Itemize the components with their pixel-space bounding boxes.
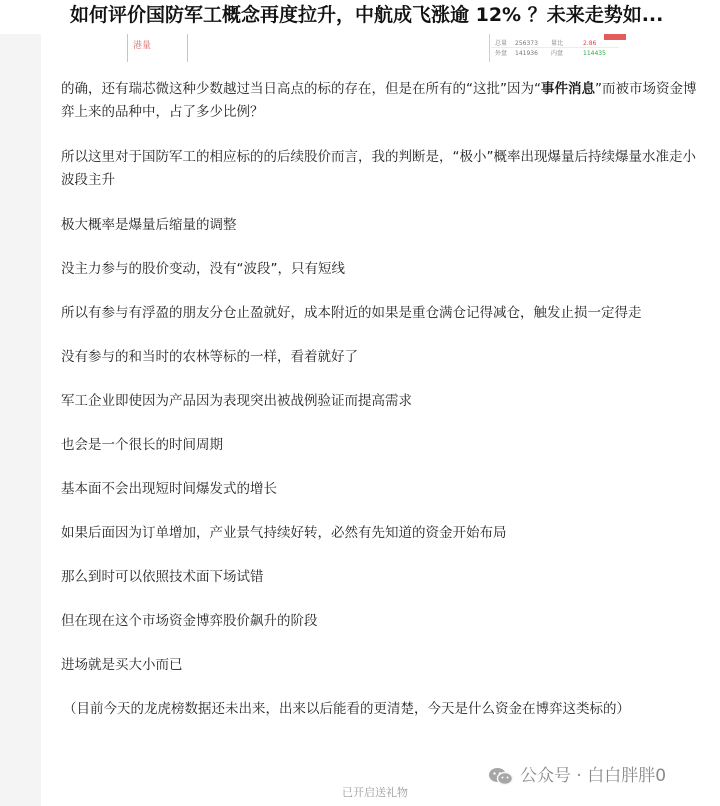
paragraph: 所以有参与有浮盈的朋友分仓止盈就好，成本附近的如果是重仓满仓记得减仓，触发止损一定得走 [61, 305, 642, 321]
quote-key: 总量 [495, 40, 508, 47]
paragraph: 的确，还有瑞芯微这种少数越过当日高点的标的存在，但是在所有的“这批”因为“事件消息”而被市场资金博弈上来的品种中，占了多少比例？ [61, 81, 697, 120]
brand-text: 公众号 · 白白胖胖0 [520, 766, 667, 786]
chart-volume-area [63, 34, 203, 62]
panel-divider [489, 34, 490, 62]
title-bar [0, 0, 720, 34]
paragraph: 如果后面因为订单增加，产业景气持续好转，必然有先知道的资金开始布局 [61, 525, 507, 541]
quote-key: 外盘 [495, 50, 508, 57]
paragraph: 基本面不会出现短时间爆发式的增长 [61, 481, 277, 497]
paragraph: 也会是一个很长的时间周期 [61, 437, 223, 453]
quote-key: 内盘 [551, 50, 564, 57]
question-title[interactable]: 如何评价国防军工概念再度拉升，中航成飞涨逾 12% ？未来走势如... [70, 4, 664, 26]
paragraph: 没主力参与的股价变动，没有“波段”，只有短线 [61, 261, 345, 277]
chart-red-marker [604, 34, 626, 40]
paragraph: 但在现在这个市场资金博弈股价飙升的阶段 [61, 613, 318, 629]
stock-chart-image [41, 34, 720, 62]
paragraph: 极大概率是爆量后缩量的调整 [61, 217, 237, 233]
chart-axis-line [127, 34, 128, 62]
paragraph: 那么到时可以依照技术面下场试错 [61, 569, 264, 585]
quote-panel [489, 34, 621, 62]
quote-value: 114435 [583, 50, 606, 57]
quote-row [495, 49, 620, 58]
chart-volume-label: 港量 [133, 41, 152, 51]
gift-status-note: 已开启送礼物 [342, 786, 408, 799]
quote-value: 2.86 [583, 40, 597, 47]
quote-key: 量比 [551, 40, 564, 47]
paragraph: （目前今天的龙虎榜数据还未出来，出来以后能看的更清楚，今天是什么资金在博弈这类标的） [63, 701, 630, 717]
bold-keyword: 事件消息 [540, 81, 595, 97]
chart-axis-line [187, 34, 188, 62]
quote-value: 141936 [515, 50, 538, 57]
paragraph: 进场就是买大小而已 [61, 657, 183, 673]
paragraph: 军工企业即使因为产品因为表现突出被战例验证而提高需求 [61, 393, 412, 409]
quote-value: 256373 [515, 40, 538, 47]
paragraph: 所以这里对于国防军工的相应标的的后续股价而言，我的判断是，“极小”概率出现爆量后持续爆量水准走小波段主升 [61, 149, 696, 188]
paragraph: 没有参与的和当时的农林等标的一样，看着就好了 [61, 349, 358, 365]
wechat-icon [488, 767, 514, 786]
quote-row [495, 39, 620, 48]
